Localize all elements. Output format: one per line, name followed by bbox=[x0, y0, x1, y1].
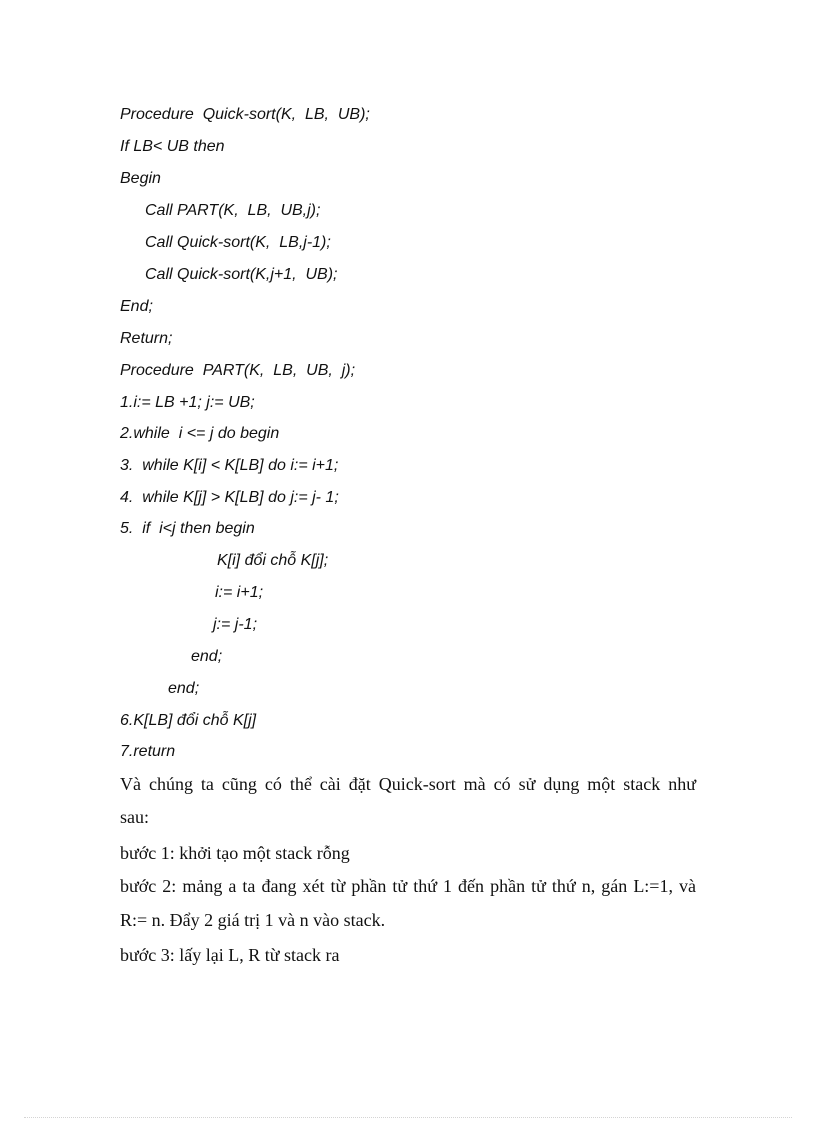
code-line: 3. while K[i] < K[LB] do i:= i+1; bbox=[120, 457, 339, 474]
code-line: If LB< UB then bbox=[120, 138, 225, 155]
paragraph-line: bước 1: khởi tạo một stack rỗng bbox=[120, 843, 350, 863]
code-line: end; bbox=[168, 680, 200, 697]
code-line: j:= j-1; bbox=[213, 616, 258, 633]
code-line: 4. while K[j] > K[LB] do j:= j- 1; bbox=[120, 489, 339, 506]
code-line: Procedure Quick-sort(K, LB, UB); bbox=[120, 106, 370, 123]
code-line: 1.i:= LB +1; j:= UB; bbox=[120, 394, 255, 411]
paragraph-line: sau: bbox=[120, 807, 149, 827]
code-line: Begin bbox=[120, 170, 161, 187]
code-line: End; bbox=[120, 298, 153, 315]
code-line: 2.while i <= j do begin bbox=[120, 425, 280, 442]
code-line: end; bbox=[191, 648, 223, 665]
code-line: 6.K[LB] đổi chỗ K[j] bbox=[120, 712, 257, 729]
code-line: 7.return bbox=[120, 743, 176, 760]
footer-divider bbox=[24, 1117, 792, 1118]
paragraph-line: R:= n. Đẩy 2 giá trị 1 và n vào stack. bbox=[120, 910, 386, 930]
code-line: i:= i+1; bbox=[215, 584, 264, 601]
code-line: Return; bbox=[120, 330, 173, 347]
paragraph-line: bước 2: mảng a ta đang xét từ phần tử thứ 1 đến phần tử thứ n, gán L:=1, và bbox=[120, 876, 696, 896]
code-line: 5. if i<j then begin bbox=[120, 520, 255, 537]
code-line: Call Quick-sort(K,j+1, UB); bbox=[145, 266, 338, 283]
code-line: Procedure PART(K, LB, UB, j); bbox=[120, 362, 356, 379]
paragraph-line: Và chúng ta cũng có thể cài đặt Quick-sort mà có sử dụng một stack như bbox=[120, 774, 696, 794]
code-line: Call PART(K, LB, UB,j); bbox=[145, 202, 321, 219]
code-line: Call Quick-sort(K, LB,j-1); bbox=[145, 234, 331, 251]
code-line: K[i] đổi chỗ K[j]; bbox=[217, 552, 329, 569]
paragraph-line: bước 3: lấy lại L, R từ stack ra bbox=[120, 945, 340, 965]
